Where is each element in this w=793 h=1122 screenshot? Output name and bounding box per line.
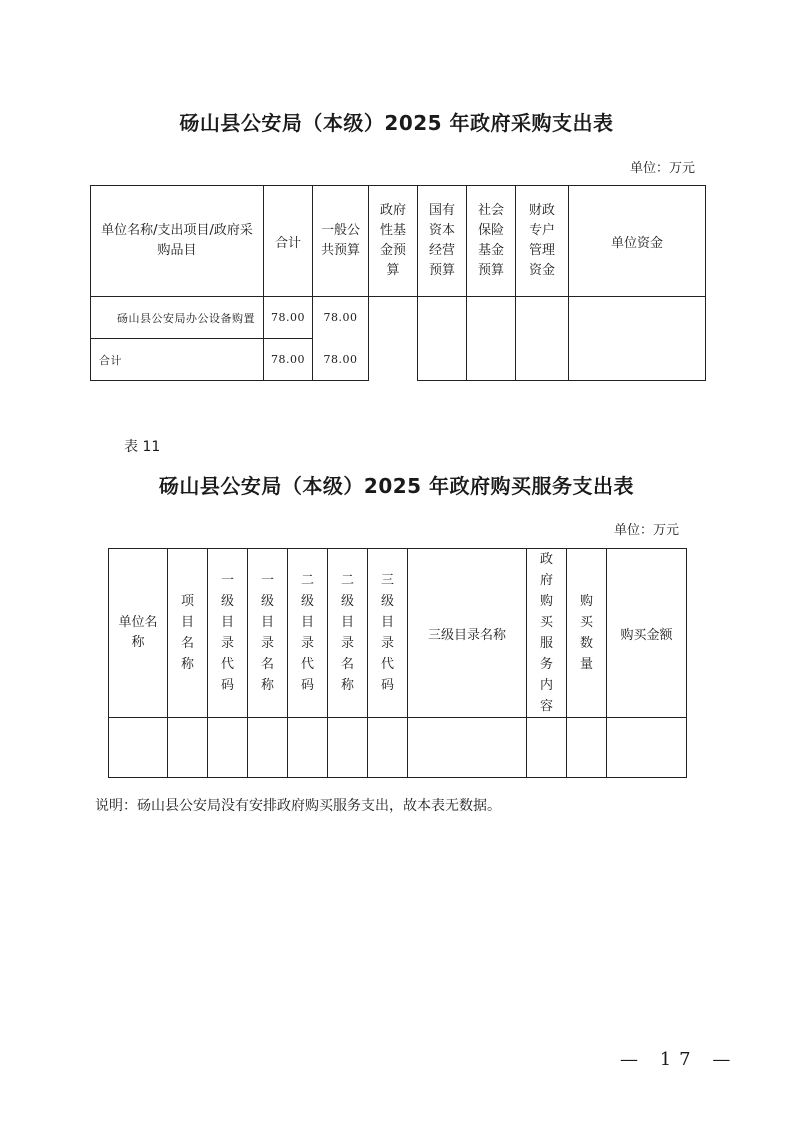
header-level3-code: 三级目录代码 — [368, 549, 408, 718]
table1-header-row — [91, 186, 706, 297]
row-item-name: 砀山县公安局办公设备购置 — [91, 297, 264, 339]
header-amount: 购买金额 — [607, 549, 687, 718]
header-social-insurance-budget: 社会保险基金预算 — [467, 186, 516, 297]
total-value: 78.00 — [264, 339, 313, 381]
table2-unit: 单位：万元 — [614, 523, 680, 538]
header-level3-name: 三级目录名称 — [408, 549, 527, 718]
service-purchase-table — [108, 548, 687, 778]
table2-header-row — [109, 549, 687, 718]
header-level1-code: 一级目录代码 — [208, 549, 248, 718]
header-state-capital-budget: 国有资本经营预算 — [418, 186, 467, 297]
header-unit-name: 单位名称 — [109, 549, 168, 718]
row-item-total: 78.00 — [264, 297, 313, 339]
total-label: 合计 — [91, 339, 264, 381]
page-number: — 17 — — [620, 1049, 739, 1070]
header-quantity: 购买数量 — [567, 549, 607, 718]
procurement-table — [90, 185, 706, 381]
header-level1-name: 一级目录名称 — [248, 549, 288, 718]
header-special-account-funds: 财政专户管理资金 — [516, 186, 569, 297]
header-project-name: 项目名称 — [168, 549, 208, 718]
header-service-content: 政府购买服务内容 — [527, 549, 567, 718]
header-fund-budget: 政府性基金预算 — [369, 186, 418, 297]
table2-label: 表 11 — [124, 439, 161, 455]
table1-title: 砀山县公安局（本级）2025 年政府采购支出表 — [179, 111, 614, 135]
table-row-empty — [109, 718, 687, 778]
total-general: 78.00 — [313, 339, 369, 381]
row-item-general: 78.00 — [313, 297, 369, 339]
header-total: 合计 — [264, 186, 313, 297]
table2-note: 说明：砀山县公安局没有安排政府购买服务支出，故本表无数据。 — [95, 798, 501, 814]
header-unit-funds: 单位资金 — [569, 186, 706, 297]
header-unit-name: 单位名称/支出项目/政府采购品目 — [91, 186, 264, 297]
table2-title: 砀山县公安局（本级）2025 年政府购买服务支出表 — [158, 474, 635, 498]
table-row — [91, 297, 706, 339]
header-general-budget: 一般公共预算 — [313, 186, 369, 297]
header-level2-code: 二级目录代码 — [288, 549, 328, 718]
header-level2-name: 二级目录名称 — [328, 549, 368, 718]
table1-unit: 单位：万元 — [630, 161, 696, 176]
